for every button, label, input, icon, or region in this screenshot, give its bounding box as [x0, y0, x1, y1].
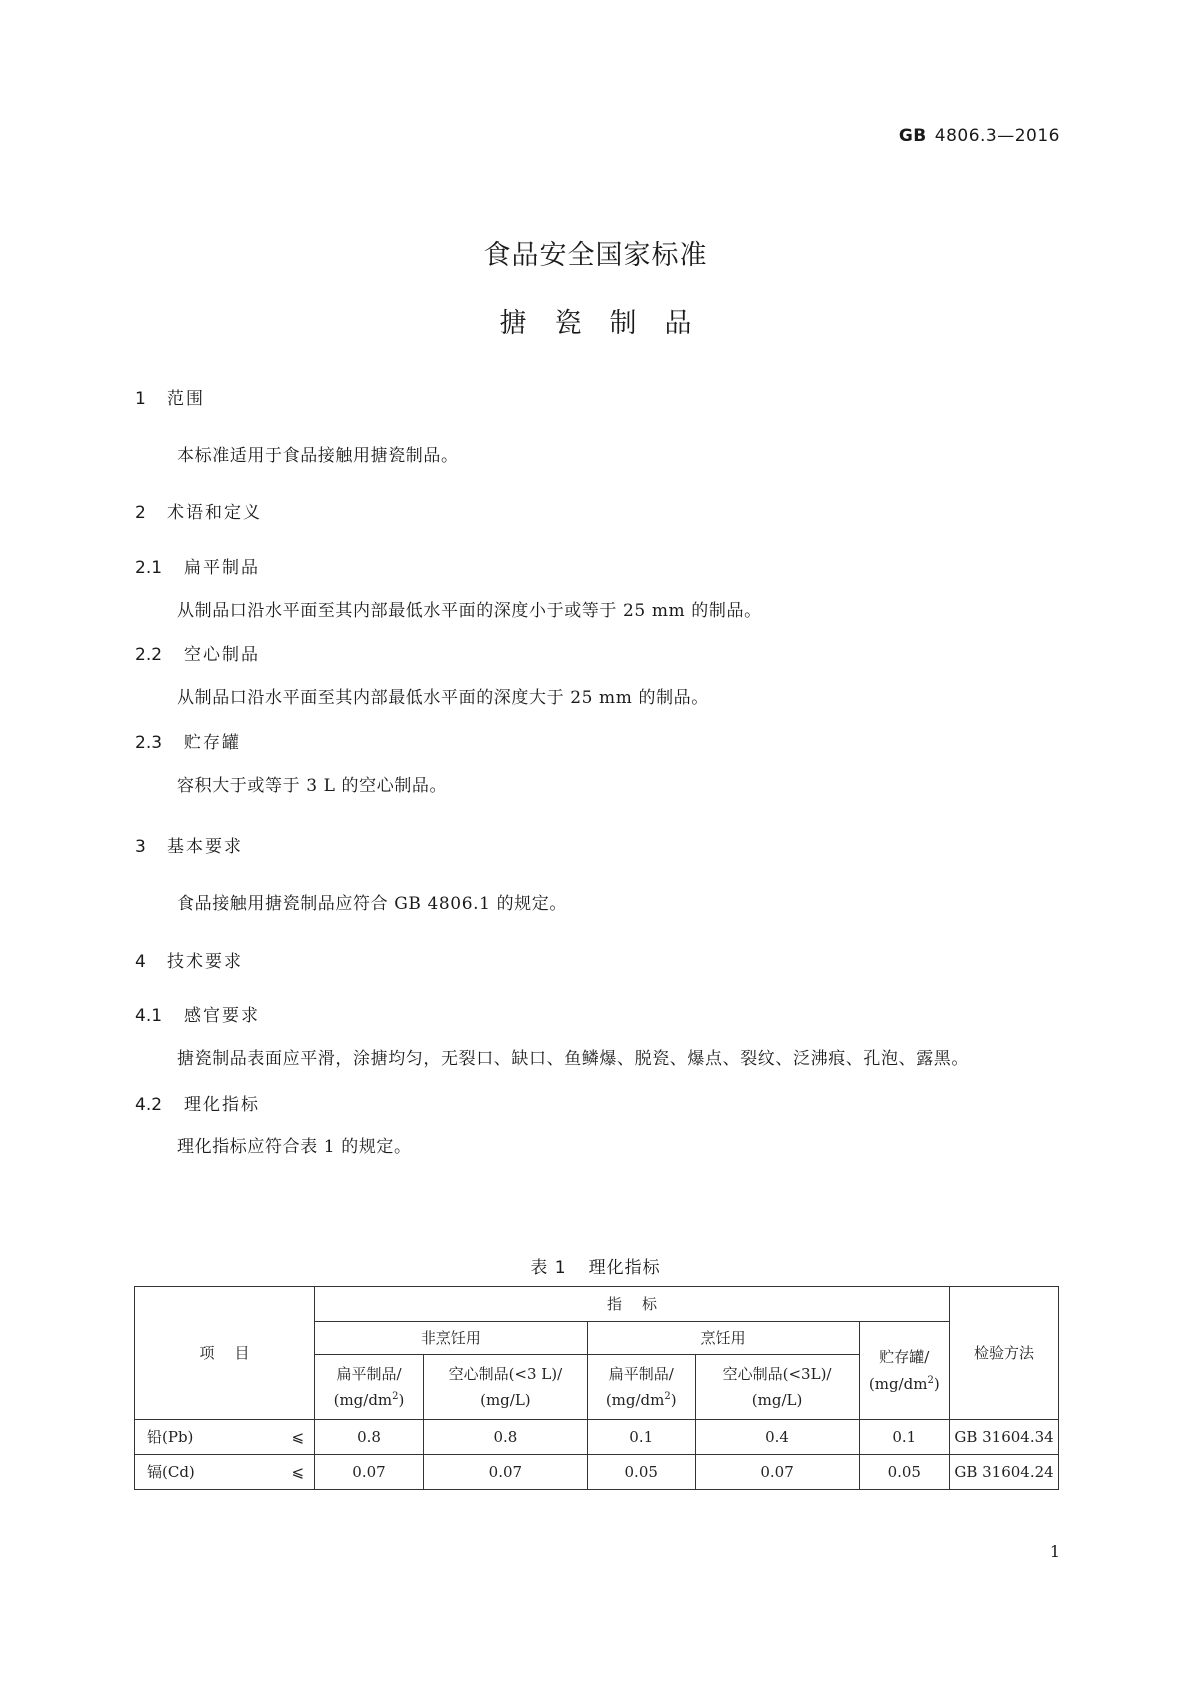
header-item: 项目	[135, 1287, 315, 1420]
section-title: 范围	[167, 389, 205, 409]
header-hollow-cooking: 空心制品(<3L)/ (mg/L)	[695, 1355, 859, 1420]
section-title: 扁平制品	[184, 558, 260, 578]
document-title: 食品安全国家标准	[483, 240, 708, 271]
section-heading-4-1	[135, 1001, 260, 1026]
section-heading-1	[135, 384, 205, 409]
section-heading-4-2	[135, 1090, 260, 1115]
document-subtitle: 搪瓷制品	[499, 308, 720, 339]
table-row	[135, 1420, 1059, 1455]
page-number: 1	[1049, 1542, 1060, 1561]
section-number: 2.2	[135, 645, 163, 665]
paragraph-basic-requirements: 食品接触用搪瓷制品应符合 GB 4806.1 的规定。	[177, 894, 567, 914]
cell-value: 0.1	[587, 1420, 695, 1455]
section-title: 技术要求	[167, 952, 243, 972]
paragraph-scope: 本标准适用于食品接触用搪瓷制品。	[177, 446, 459, 466]
cell-method: GB 31604.24	[950, 1455, 1059, 1490]
table-row	[135, 1455, 1059, 1490]
cell-value: 0.8	[315, 1420, 424, 1455]
section-number: 2.1	[135, 558, 163, 578]
section-heading-2	[135, 498, 262, 523]
standard-number: 4806.3—2016	[934, 126, 1060, 146]
section-number: 1	[135, 389, 146, 409]
section-heading-3	[135, 832, 243, 857]
header-test-method: 检验方法	[950, 1287, 1059, 1420]
section-title: 术语和定义	[167, 503, 262, 523]
header-flat-cooking: 扁平制品/ $(mg/dm^2)$	[587, 1355, 695, 1420]
section-number: 2.3	[135, 733, 163, 753]
cell-value: 0.05	[859, 1455, 950, 1490]
cell-value: 0.4	[695, 1420, 859, 1455]
section-title: 理化指标	[184, 1095, 260, 1115]
section-number: 2	[135, 503, 146, 523]
section-heading-2-2	[135, 640, 260, 665]
section-heading-2-1	[135, 553, 260, 578]
section-heading-2-3	[135, 728, 241, 753]
header-indicator: 指标	[315, 1287, 950, 1322]
section-title: 感官要求	[184, 1006, 260, 1026]
header-hollow-non-cooking: 空心制品(<3 L)/ (mg/L)	[423, 1355, 587, 1420]
row-item-name: 铅(Pb) ⩽	[135, 1420, 315, 1455]
header-flat-non-cooking: 扁平制品/ $(mg/dm^2)$	[315, 1355, 424, 1420]
paragraph-storage-vessel: 容积大于或等于 3 L 的空心制品。	[177, 776, 448, 796]
table-caption-title: 理化指标	[588, 1258, 661, 1278]
cell-value: 0.05	[587, 1455, 695, 1490]
table-caption	[0, 1253, 1191, 1278]
table-caption-number: 表 1	[530, 1258, 567, 1278]
cell-value: 0.1	[859, 1420, 950, 1455]
cell-value: 0.07	[423, 1455, 587, 1490]
section-number: 3	[135, 837, 146, 857]
row-item-name: 镉(Cd) ⩽	[135, 1455, 315, 1490]
paragraph-hollow-ware: 从制品口沿水平面至其内部最低水平面的深度大于 25 mm 的制品。	[177, 688, 709, 708]
paragraph-physicochemical: 理化指标应符合表 1 的规定。	[177, 1137, 412, 1157]
cell-value: 0.07	[695, 1455, 859, 1490]
header-non-cooking: 非烹饪用	[315, 1322, 588, 1355]
cell-method: GB 31604.34	[950, 1420, 1059, 1455]
section-number: 4.1	[135, 1006, 163, 1026]
header-storage-vessel: 贮存罐/ $(mg/dm^2)$	[859, 1322, 950, 1420]
cell-value: 0.07	[315, 1455, 424, 1490]
header-cooking: 烹饪用	[587, 1322, 859, 1355]
standard-code	[899, 126, 1060, 146]
section-title: 贮存罐	[184, 733, 241, 753]
paragraph-flat-ware: 从制品口沿水平面至其内部最低水平面的深度小于或等于 25 mm 的制品。	[177, 601, 762, 621]
section-heading-4	[135, 947, 243, 972]
section-number: 4.2	[135, 1095, 163, 1115]
section-number: 4	[135, 952, 146, 972]
paragraph-sensory-requirements: 搪瓷制品表面应平滑，涂搪均匀，无裂口、缺口、鱼鳞爆、脱瓷、爆点、裂纹、泛沸痕、孔泡、露黑。	[177, 1049, 969, 1069]
physicochemical-table	[134, 1286, 1059, 1490]
section-title: 基本要求	[167, 837, 243, 857]
section-title: 空心制品	[184, 645, 260, 665]
cell-value: 0.8	[423, 1420, 587, 1455]
standard-prefix: GB	[898, 126, 927, 146]
